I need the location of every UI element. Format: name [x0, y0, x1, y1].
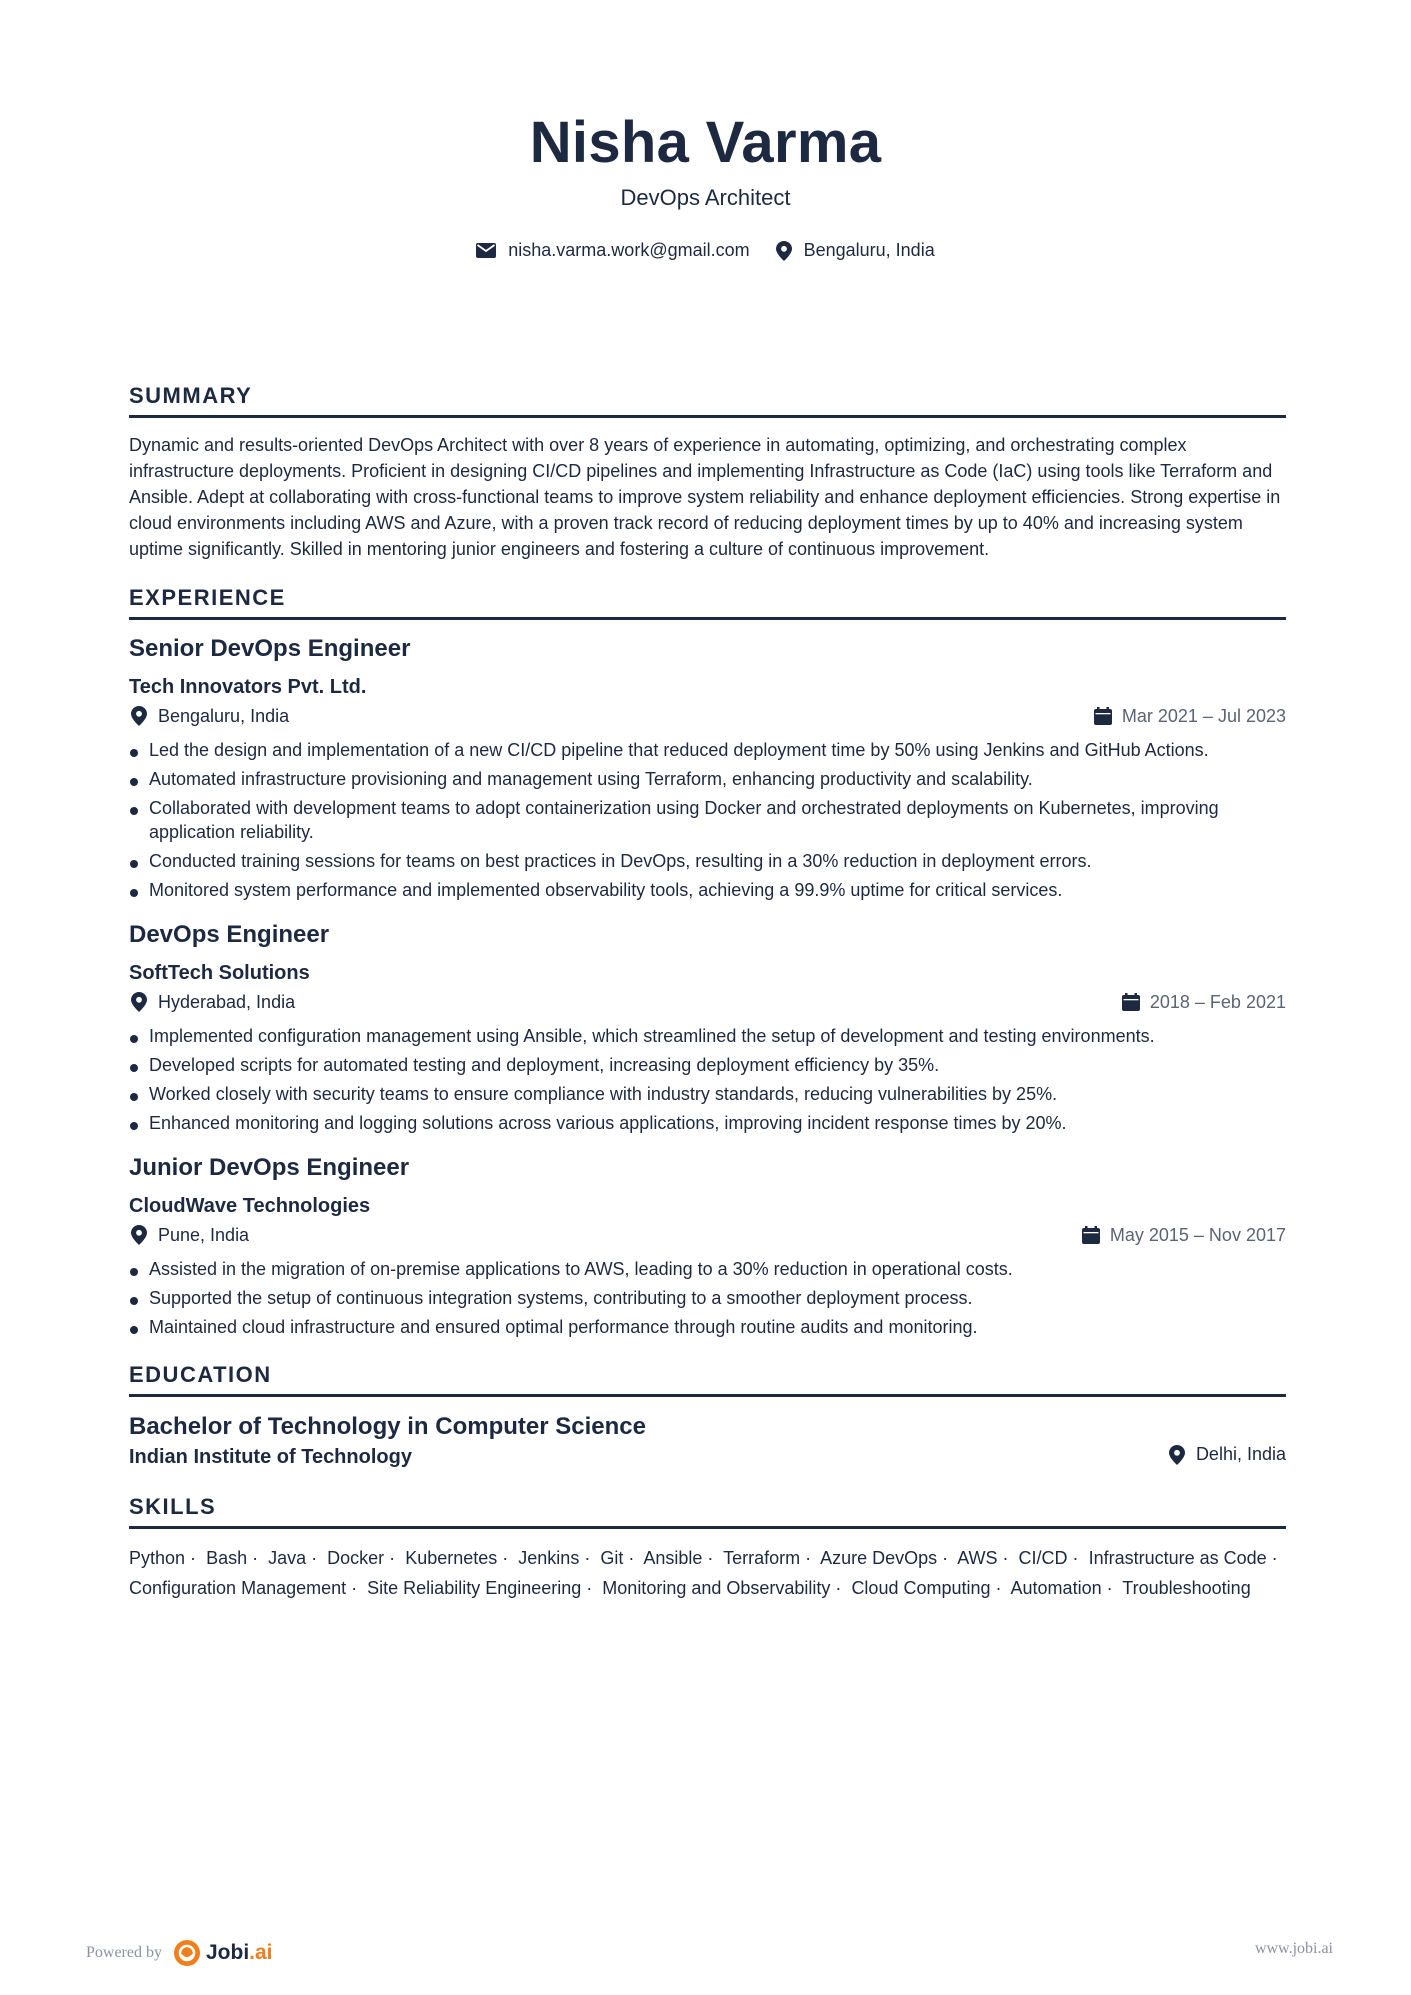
location-text: Bengaluru, India	[803, 240, 935, 260]
list-item: Implemented configuration management using Ansible, which streamlined the setup of development and testing environments.	[129, 1024, 1286, 1048]
job-entry	[129, 1153, 1286, 1339]
skill-separator: ·	[389, 1548, 396, 1568]
skill-separator: ·	[252, 1548, 259, 1568]
map-pin-icon	[131, 992, 147, 1012]
skill-item: Bash	[206, 1548, 248, 1568]
section-title: EDUCATION	[129, 1362, 272, 1387]
section-divider	[129, 1526, 1286, 1529]
company-name: SoftTech Solutions	[129, 962, 310, 984]
skills-list	[129, 1543, 1286, 1603]
list-item: Automated infrastructure provisioning and management using Terraform, enhancing productivity and scalability.	[129, 767, 1286, 791]
skill-separator: ·	[1271, 1548, 1278, 1568]
job-bullets	[129, 738, 1286, 902]
skill-separator: ·	[835, 1578, 842, 1598]
list-item: Assisted in the migration of on-premise applications to AWS, leading to a 30% reduction in operational costs.	[129, 1257, 1286, 1281]
skill-separator: ·	[190, 1548, 197, 1568]
education-location-text: Delhi, India	[1195, 1444, 1286, 1464]
location-contact	[776, 240, 935, 261]
map-pin-icon	[131, 1225, 147, 1245]
degree-name: Bachelor of Technology in Computer Science	[129, 1413, 646, 1440]
skill-item: Kubernetes	[405, 1548, 498, 1568]
map-pin-icon	[131, 706, 147, 726]
company-name: CloudWave Technologies	[129, 1195, 371, 1217]
job-location	[129, 989, 295, 1015]
job-meta	[129, 703, 1286, 729]
summary-section	[129, 382, 1286, 562]
calendar-icon	[1094, 707, 1112, 725]
list-item: Conducted training sessions for teams on best practices in DevOps, resulting in a 30% reduction in deployment errors.	[129, 849, 1286, 873]
brand-name: Jobi	[205, 1941, 250, 1964]
summary-text: Dynamic and results-oriented DevOps Architect with over 8 years of experience in automating, optimizing, and orchestrating complex infrastructure deployments. Proficient in designing CI/CD pipelines and implementing Infrastructure as Code (IaC) using tools like Terraform and Ansible. Adept at collaborating with cross-functional teams to improve system reliability and enhance deployment efficiencies. Strong expertise in cloud environments including AWS and Azure, with a proven track record of reducing deployment times by up to 40% and increasing system uptime significantly. Skilled in mentoring junior engineers and fostering a culture of continuous improvement.	[129, 435, 1281, 559]
skill-item: Terraform	[723, 1548, 801, 1568]
footer-powered-by	[86, 1940, 273, 1966]
skill-item: Docker	[327, 1548, 385, 1568]
skill-item: Git	[600, 1548, 624, 1568]
footer-website[interactable]: www.jobi.ai	[1254, 1940, 1333, 1957]
education-location	[1169, 1444, 1286, 1465]
section-divider	[129, 1394, 1286, 1397]
list-item: Led the design and implementation of a new CI/CD pipeline that reduced deployment time by 50% using Jenkins and GitHub Actions.	[129, 738, 1286, 762]
jobi-logo-icon	[174, 1940, 200, 1966]
education-details	[129, 1411, 646, 1471]
section-title: SKILLS	[129, 1494, 217, 1519]
skill-separator: ·	[995, 1578, 1002, 1598]
job-bullets	[129, 1024, 1286, 1135]
education-section	[129, 1361, 1286, 1471]
list-item: Collaborated with development teams to adopt containerization using Docker and orchestrated deployments on Kubernetes, improving application reliability.	[129, 796, 1286, 844]
skill-item: Infrastructure as Code	[1088, 1548, 1267, 1568]
skill-item: Azure DevOps	[820, 1548, 938, 1568]
skill-separator: ·	[586, 1578, 593, 1598]
job-dates	[1122, 989, 1286, 1015]
section-divider	[129, 415, 1286, 418]
contact-info	[0, 240, 1411, 261]
job-title: DevOps Engineer	[129, 921, 330, 948]
email-contact[interactable]	[476, 240, 749, 261]
mail-icon	[476, 243, 496, 258]
skill-item: Java	[268, 1548, 307, 1568]
skill-item: Ansible	[643, 1548, 703, 1568]
list-item: Worked closely with security teams to ensure compliance with industry standards, reducing vulnerabilities by 25%.	[129, 1082, 1286, 1106]
experience-section	[129, 584, 1286, 1339]
job-location	[129, 1222, 249, 1248]
job-title: Junior DevOps Engineer	[129, 1154, 410, 1181]
job-dates-text: May 2015 – Nov 2017	[1109, 1225, 1286, 1245]
skill-separator: ·	[502, 1548, 509, 1568]
section-title: EXPERIENCE	[129, 585, 286, 610]
job-location-text: Hyderabad, India	[158, 992, 296, 1012]
job-dates-text: 2018 – Feb 2021	[1149, 992, 1286, 1012]
list-item: Supported the setup of continuous integration systems, contributing to a smoother deployment process.	[129, 1286, 1286, 1310]
map-pin-icon	[1169, 1445, 1185, 1465]
skill-separator: ·	[805, 1548, 812, 1568]
resume-content	[129, 382, 1286, 1625]
skills-section	[129, 1493, 1286, 1603]
powered-by-label: Powered by	[86, 1944, 162, 1961]
skill-separator: ·	[1072, 1548, 1079, 1568]
job-entry	[129, 634, 1286, 902]
skill-item: CI/CD	[1018, 1548, 1068, 1568]
calendar-icon	[1122, 993, 1140, 1011]
job-bullets	[129, 1257, 1286, 1339]
skill-item: Cloud Computing	[851, 1578, 991, 1598]
brand-logo[interactable]	[174, 1940, 273, 1966]
skill-separator: ·	[942, 1548, 949, 1568]
section-title: SUMMARY	[129, 383, 253, 408]
skill-item: Monitoring and Observability	[602, 1578, 831, 1598]
resume-header	[0, 108, 1411, 261]
job-dates-text: Mar 2021 – Jul 2023	[1121, 706, 1286, 726]
section-divider	[129, 617, 1286, 620]
skill-item: AWS	[957, 1548, 998, 1568]
job-dates	[1082, 1222, 1286, 1248]
skill-separator: ·	[351, 1578, 358, 1598]
skill-item: Python	[129, 1548, 186, 1568]
skill-item: Troubleshooting	[1122, 1578, 1251, 1598]
email-text[interactable]: nisha.varma.work@gmail.com	[508, 240, 750, 260]
job-entry	[129, 920, 1286, 1135]
skill-separator: ·	[1002, 1548, 1009, 1568]
map-pin-icon	[776, 241, 792, 261]
job-meta	[129, 1222, 1286, 1248]
candidate-role: DevOps Architect	[620, 185, 791, 210]
skill-separator: ·	[584, 1548, 591, 1568]
brand-suffix: .ai	[249, 1941, 273, 1964]
skill-separator: ·	[628, 1548, 635, 1568]
company-name: Tech Innovators Pvt. Ltd.	[129, 676, 367, 698]
education-entry	[129, 1411, 1286, 1471]
job-meta	[129, 989, 1286, 1015]
skill-item: Jenkins	[518, 1548, 580, 1568]
list-item: Enhanced monitoring and logging solutions across various applications, improving incident response times by 20%.	[129, 1111, 1286, 1135]
job-location-text: Bengaluru, India	[158, 706, 290, 726]
skill-item: Site Reliability Engineering	[367, 1578, 582, 1598]
job-title: Senior DevOps Engineer	[129, 635, 411, 662]
list-item: Maintained cloud infrastructure and ensured optimal performance through routine audits and monitoring.	[129, 1315, 1286, 1339]
school-name: Indian Institute of Technology	[129, 1446, 412, 1468]
candidate-name: Nisha Varma	[529, 110, 882, 175]
skill-separator: ·	[311, 1548, 318, 1568]
list-item: Developed scripts for automated testing and deployment, increasing deployment efficiency by 35%.	[129, 1053, 1286, 1077]
skill-item: Automation	[1010, 1578, 1102, 1598]
job-dates	[1094, 703, 1286, 729]
skill-item: Configuration Management	[129, 1578, 347, 1598]
skill-separator: ·	[1106, 1578, 1113, 1598]
calendar-icon	[1082, 1226, 1100, 1244]
job-location	[129, 703, 289, 729]
job-location-text: Pune, India	[158, 1225, 250, 1245]
skill-separator: ·	[707, 1548, 714, 1568]
list-item: Monitored system performance and implemented observability tools, achieving a 99.9% uptime for critical services.	[129, 878, 1286, 902]
